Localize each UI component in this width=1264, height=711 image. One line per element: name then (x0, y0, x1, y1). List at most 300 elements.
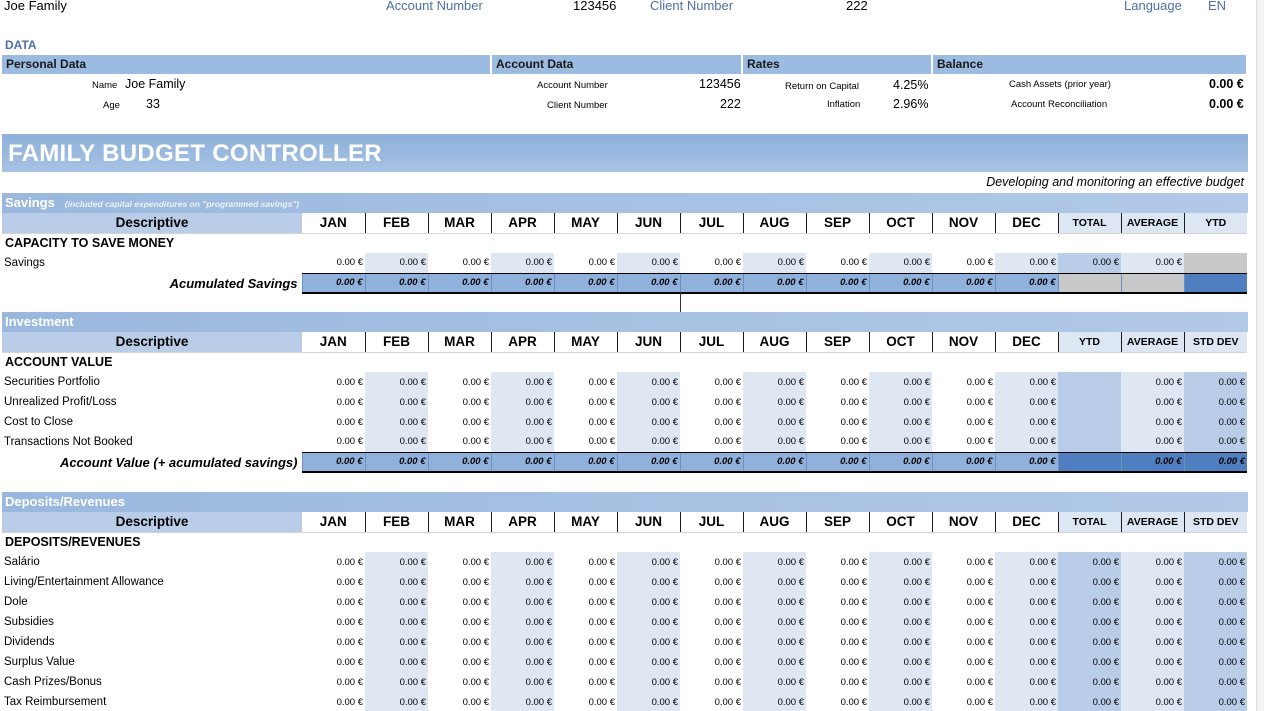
column-divider (680, 292, 681, 312)
month-header-aug: AUG (743, 512, 806, 532)
cell-oct[interactable]: 0.00 € (869, 253, 932, 273)
cell-may[interactable]: 0.00 € (588, 656, 615, 668)
total-std-dev: 0.00 € (1184, 452, 1247, 472)
month-header-jul: JUL (680, 213, 743, 233)
total-apr: 0.00 € (491, 452, 554, 472)
cell-aug[interactable]: 0.00 € (743, 253, 806, 273)
cell-total: 0.00 € (1058, 652, 1121, 672)
account-reconciliation-value: 0.00 € (1209, 97, 1244, 111)
total-mar: 0.00 € (428, 452, 491, 472)
cell-std-dev: 0.00 € (1184, 632, 1247, 652)
cell-oct[interactable]: 0.00 € (869, 392, 932, 412)
cell-feb[interactable]: 0.00 € (365, 572, 428, 592)
month-header-dec: DEC (995, 332, 1058, 352)
cell-oct[interactable]: 0.00 € (869, 672, 932, 692)
total-aug: 0.00 € (743, 452, 806, 472)
cell-apr[interactable]: 0.00 € (491, 392, 554, 412)
cell-jul[interactable]: 0.00 € (714, 616, 741, 628)
cell-may[interactable]: 0.00 € (588, 416, 615, 428)
cell-sep[interactable]: 0.00 € (840, 396, 867, 408)
cell-mar[interactable]: 0.00 € (462, 556, 489, 568)
cell-may[interactable]: 0.00 € (588, 676, 615, 688)
client-number-field-label: Client Number (547, 100, 608, 111)
cell-jul[interactable]: 0.00 € (714, 556, 741, 568)
cell-average: 0.00 € (1121, 672, 1184, 692)
cell-may[interactable]: 0.00 € (588, 636, 615, 648)
cell-average: 0.00 € (1121, 652, 1184, 672)
cell-jan[interactable]: 0.00 € (336, 596, 363, 608)
cell-feb[interactable]: 0.00 € (365, 612, 428, 632)
cell-nov[interactable]: 0.00 € (966, 696, 993, 708)
cell-sep[interactable]: 0.00 € (840, 376, 867, 388)
category-row (2, 352, 1247, 372)
cell-sep[interactable]: 0.00 € (840, 257, 867, 269)
cell-jan[interactable]: 0.00 € (336, 656, 363, 668)
total-may: 0.00 € (554, 273, 617, 293)
cell-feb[interactable]: 0.00 € (365, 652, 428, 672)
cell-may[interactable]: 0.00 € (588, 596, 615, 608)
total-sep: 0.00 € (806, 452, 869, 472)
cell-apr[interactable]: 0.00 € (491, 592, 554, 612)
savings-section-title: Savings (5, 195, 55, 210)
total-jul: 0.00 € (680, 452, 743, 472)
header-ytd: YTD (1184, 213, 1247, 233)
name-value[interactable]: Joe Family (125, 77, 186, 91)
header-total: TOTAL (1058, 512, 1121, 532)
month-header-may: MAY (554, 332, 617, 352)
table-row (2, 572, 1247, 592)
cell-jun[interactable]: 0.00 € (617, 392, 680, 412)
column-header-row (2, 512, 1247, 532)
cell-apr[interactable]: 0.00 € (491, 432, 554, 452)
total-apr: 0.00 € (491, 273, 554, 293)
cell-dec[interactable]: 0.00 € (995, 692, 1058, 711)
cell-feb[interactable]: 0.00 € (365, 692, 428, 711)
cell-std-dev: 0.00 € (1184, 572, 1247, 592)
cell-nov[interactable]: 0.00 € (966, 436, 993, 448)
cell-mar[interactable]: 0.00 € (462, 636, 489, 648)
month-header-aug: AUG (743, 332, 806, 352)
total-jun: 0.00 € (617, 273, 680, 293)
language-selector[interactable]: EN (1208, 0, 1227, 13)
cell-sep[interactable]: 0.00 € (840, 696, 867, 708)
cell-may[interactable]: 0.00 € (588, 396, 615, 408)
cell-jun[interactable]: 0.00 € (617, 372, 680, 392)
age-value[interactable]: 33 (146, 97, 160, 111)
cell-jan[interactable]: 0.00 € (336, 556, 363, 568)
cell-sep[interactable]: 0.00 € (840, 436, 867, 448)
top-bar (0, 0, 1264, 14)
total-nov: 0.00 € (932, 273, 995, 293)
month-header-jun: JUN (617, 213, 680, 233)
cell-apr[interactable]: 0.00 € (491, 552, 554, 572)
cell-jan[interactable]: 0.00 € (336, 257, 363, 269)
cell-jul[interactable]: 0.00 € (714, 257, 741, 269)
table-row (2, 372, 1247, 392)
cell-nov[interactable]: 0.00 € (966, 656, 993, 668)
month-header-mar: MAR (428, 213, 491, 233)
cell-apr[interactable]: 0.00 € (491, 612, 554, 632)
total-mar: 0.00 € (428, 273, 491, 293)
cell-sep[interactable]: 0.00 € (840, 656, 867, 668)
cell-total: 0.00 € (1058, 253, 1121, 273)
header-average: AVERAGE (1121, 213, 1184, 233)
cell-std-dev: 0.00 € (1184, 372, 1247, 392)
category-label: ACCOUNT VALUE (5, 355, 113, 370)
cell-apr[interactable]: 0.00 € (491, 632, 554, 652)
table-row (2, 253, 1247, 273)
cell-jun[interactable]: 0.00 € (617, 432, 680, 452)
month-header-may: MAY (554, 512, 617, 532)
cell-dec[interactable]: 0.00 € (995, 372, 1058, 392)
deposits-section-title: Deposits/Revenues (5, 494, 125, 509)
account-data-header: Account Data (492, 55, 741, 74)
cell-jan[interactable]: 0.00 € (336, 396, 363, 408)
month-header-jul: JUL (680, 512, 743, 532)
cell-oct[interactable]: 0.00 € (869, 612, 932, 632)
cell-dec[interactable]: 0.00 € (995, 412, 1058, 432)
cell-dec[interactable]: 0.00 € (995, 392, 1058, 412)
cell-jul[interactable]: 0.00 € (714, 596, 741, 608)
cell-oct[interactable]: 0.00 € (869, 412, 932, 432)
table-row (2, 592, 1247, 612)
month-header-nov: NOV (932, 213, 995, 233)
cell-apr[interactable]: 0.00 € (491, 692, 554, 711)
cell-sep[interactable]: 0.00 € (840, 576, 867, 588)
cell-aug[interactable]: 0.00 € (743, 652, 806, 672)
cell-average: 0.00 € (1121, 253, 1184, 273)
cell-mar[interactable]: 0.00 € (462, 416, 489, 428)
cell-feb[interactable]: 0.00 € (365, 253, 428, 273)
month-header-apr: APR (491, 213, 554, 233)
table-row (2, 632, 1247, 652)
cell-jul[interactable]: 0.00 € (714, 676, 741, 688)
cell-dec[interactable]: 0.00 € (995, 592, 1058, 612)
total-average: 0.00 € (1121, 452, 1184, 472)
cell-mar[interactable]: 0.00 € (462, 676, 489, 688)
cell-aug[interactable]: 0.00 € (743, 372, 806, 392)
row-label: Cost to Close (4, 416, 74, 428)
cell-jan[interactable]: 0.00 € (336, 576, 363, 588)
cell-std-dev: 0.00 € (1184, 552, 1247, 572)
cell-mar[interactable]: 0.00 € (462, 436, 489, 448)
cell-oct[interactable]: 0.00 € (869, 592, 932, 612)
age-label: Age (103, 100, 120, 111)
cell-jun[interactable]: 0.00 € (617, 692, 680, 711)
cell-average: 0.00 € (1121, 392, 1184, 412)
cell-sep[interactable]: 0.00 € (840, 676, 867, 688)
cell-nov[interactable]: 0.00 € (966, 416, 993, 428)
total-dec: 0.00 € (995, 273, 1058, 293)
cell-average: 0.00 € (1121, 572, 1184, 592)
cell-jan[interactable]: 0.00 € (336, 676, 363, 688)
month-header-dec: DEC (995, 512, 1058, 532)
cell-jul[interactable]: 0.00 € (714, 376, 741, 388)
cell-oct[interactable]: 0.00 € (869, 692, 932, 711)
cell-average: 0.00 € (1121, 592, 1184, 612)
return-on-capital-value[interactable]: 4.25% (893, 78, 929, 92)
cell-jun[interactable]: 0.00 € (617, 652, 680, 672)
cell-average: 0.00 € (1121, 632, 1184, 652)
month-header-mar: MAR (428, 512, 491, 532)
cell-jun[interactable]: 0.00 € (617, 612, 680, 632)
table-row (2, 392, 1247, 412)
table-row (2, 432, 1247, 452)
cell-oct[interactable]: 0.00 € (869, 632, 932, 652)
cell-oct[interactable]: 0.00 € (869, 552, 932, 572)
cell-nov[interactable]: 0.00 € (966, 676, 993, 688)
header-std-dev: STD DEV (1184, 332, 1247, 352)
inflation-label: Inflation (827, 99, 861, 110)
cell-nov[interactable]: 0.00 € (966, 396, 993, 408)
client-number-field-value[interactable]: 222 (720, 97, 741, 111)
cell-ytd (1184, 253, 1247, 273)
rates-header: Rates (743, 55, 931, 74)
month-header-jul: JUL (680, 332, 743, 352)
deposits-section-band (2, 492, 1248, 512)
cell-average: 0.00 € (1121, 432, 1184, 452)
row-label: Subsidies (4, 616, 54, 628)
cell-std-dev: 0.00 € (1184, 432, 1247, 452)
inflation-value[interactable]: 2.96% (893, 97, 929, 111)
cell-may[interactable]: 0.00 € (588, 696, 615, 708)
cell-apr[interactable]: 0.00 € (491, 253, 554, 273)
cell-may[interactable]: 0.00 € (588, 576, 615, 588)
cell-oct[interactable]: 0.00 € (869, 572, 932, 592)
cell-jul[interactable]: 0.00 € (714, 656, 741, 668)
cell-jul[interactable]: 0.00 € (714, 696, 741, 708)
cell-jan[interactable]: 0.00 € (336, 636, 363, 648)
cell-jan[interactable]: 0.00 € (336, 416, 363, 428)
cell-sep[interactable]: 0.00 € (840, 616, 867, 628)
cell-aug[interactable]: 0.00 € (743, 572, 806, 592)
cell-total: 0.00 € (1058, 572, 1121, 592)
cell-may[interactable]: 0.00 € (588, 616, 615, 628)
month-header-jan: JAN (302, 512, 365, 532)
month-header-jan: JAN (302, 332, 365, 352)
total-aug: 0.00 € (743, 273, 806, 293)
cell-aug[interactable]: 0.00 € (743, 632, 806, 652)
cell-jun[interactable]: 0.00 € (617, 592, 680, 612)
total-jul: 0.00 € (680, 273, 743, 293)
cell-aug[interactable]: 0.00 € (743, 392, 806, 412)
month-header-jun: JUN (617, 512, 680, 532)
cell-jun[interactable]: 0.00 € (617, 253, 680, 273)
cell-std-dev: 0.00 € (1184, 672, 1247, 692)
page-title: FAMILY BUDGET CONTROLLER (8, 140, 382, 167)
cell-dec[interactable]: 0.00 € (995, 432, 1058, 452)
cell-aug[interactable]: 0.00 € (743, 412, 806, 432)
cell-jul[interactable]: 0.00 € (714, 416, 741, 428)
cell-aug[interactable]: 0.00 € (743, 552, 806, 572)
cell-mar[interactable]: 0.00 € (462, 376, 489, 388)
month-header-may: MAY (554, 213, 617, 233)
cell-oct[interactable]: 0.00 € (869, 652, 932, 672)
cell-total: 0.00 € (1058, 692, 1121, 711)
account-number-value[interactable]: 123456 (573, 0, 617, 13)
cell-jun[interactable]: 0.00 € (617, 672, 680, 692)
cell-jun[interactable]: 0.00 € (617, 572, 680, 592)
cell-mar[interactable]: 0.00 € (462, 616, 489, 628)
cell-jul[interactable]: 0.00 € (714, 436, 741, 448)
table-row (2, 612, 1247, 632)
cell-dec[interactable]: 0.00 € (995, 632, 1058, 652)
cell-may[interactable]: 0.00 € (588, 376, 615, 388)
cell-feb[interactable]: 0.00 € (365, 412, 428, 432)
cell-average: 0.00 € (1121, 372, 1184, 392)
cell-aug[interactable]: 0.00 € (743, 672, 806, 692)
cell-average: 0.00 € (1121, 692, 1184, 711)
total-dec: 0.00 € (995, 452, 1058, 472)
savings-section-band (2, 193, 1248, 213)
cell-jan[interactable]: 0.00 € (336, 376, 363, 388)
cell-std-dev: 0.00 € (1184, 412, 1247, 432)
month-header-feb: FEB (365, 332, 428, 352)
header-std-dev: STD DEV (1184, 512, 1247, 532)
descriptive-header: Descriptive (2, 512, 302, 532)
month-header-nov: NOV (932, 512, 995, 532)
total-label: Account Value (+ acumulated savings) (59, 454, 298, 470)
cell-jan[interactable]: 0.00 € (336, 696, 363, 708)
cell-apr[interactable]: 0.00 € (491, 412, 554, 432)
balance-header: Balance (933, 55, 1246, 74)
cell-sep[interactable]: 0.00 € (840, 416, 867, 428)
cell-total: 0.00 € (1058, 592, 1121, 612)
cell-jul[interactable]: 0.00 € (714, 576, 741, 588)
row-label: Savings (4, 257, 45, 269)
client-number-label: Client Number (650, 0, 734, 13)
cell-jun[interactable]: 0.00 € (617, 552, 680, 572)
account-number-field-value[interactable]: 123456 (699, 77, 741, 91)
account-reconciliation-label: Account Reconciliation (1011, 99, 1108, 110)
investment-table (2, 332, 1247, 473)
cell-nov[interactable]: 0.00 € (966, 257, 993, 269)
cell-sep[interactable]: 0.00 € (840, 636, 867, 648)
cell-mar[interactable]: 0.00 € (462, 696, 489, 708)
total-jan: 0.00 € (302, 452, 365, 472)
cell-dec[interactable]: 0.00 € (995, 572, 1058, 592)
month-header-sep: SEP (806, 332, 869, 352)
column-header-row (2, 332, 1247, 352)
client-number-value[interactable]: 222 (846, 0, 868, 13)
account-number-field-label: Account Number (537, 80, 608, 91)
cell-nov[interactable]: 0.00 € (966, 376, 993, 388)
cell-jun[interactable]: 0.00 € (617, 632, 680, 652)
cell-may[interactable]: 0.00 € (588, 556, 615, 568)
cell-dec[interactable]: 0.00 € (995, 612, 1058, 632)
cell-oct[interactable]: 0.00 € (869, 432, 932, 452)
cell-nov[interactable]: 0.00 € (966, 616, 993, 628)
cell-nov[interactable]: 0.00 € (966, 596, 993, 608)
cell-aug[interactable]: 0.00 € (743, 592, 806, 612)
cell-aug[interactable]: 0.00 € (743, 432, 806, 452)
total-row (2, 273, 1247, 293)
cell-apr[interactable]: 0.00 € (491, 672, 554, 692)
cell-mar[interactable]: 0.00 € (462, 257, 489, 269)
month-header-dec: DEC (995, 213, 1058, 233)
month-header-sep: SEP (806, 512, 869, 532)
total-ytd (1058, 452, 1121, 472)
cell-feb[interactable]: 0.00 € (365, 552, 428, 572)
return-on-capital-label: Return on Capital (785, 81, 859, 92)
cell-sep[interactable]: 0.00 € (840, 596, 867, 608)
total-feb: 0.00 € (365, 273, 428, 293)
descriptive-header: Descriptive (2, 213, 302, 233)
cell-jul[interactable]: 0.00 € (714, 636, 741, 648)
cell-mar[interactable]: 0.00 € (462, 396, 489, 408)
cell-jan[interactable]: 0.00 € (336, 436, 363, 448)
cell-aug[interactable]: 0.00 € (743, 612, 806, 632)
category-row (2, 532, 1247, 552)
cell-std-dev: 0.00 € (1184, 652, 1247, 672)
cell-sep[interactable]: 0.00 € (840, 556, 867, 568)
cell-dec[interactable]: 0.00 € (995, 253, 1058, 273)
cell-nov[interactable]: 0.00 € (966, 636, 993, 648)
cell-jul[interactable]: 0.00 € (714, 396, 741, 408)
total-label: Acumulated Savings (169, 275, 298, 291)
month-header-aug: AUG (743, 213, 806, 233)
cell-ytd (1058, 372, 1121, 392)
cell-dec[interactable]: 0.00 € (995, 652, 1058, 672)
deposits-table (2, 512, 1247, 711)
cell-std-dev: 0.00 € (1184, 392, 1247, 412)
cell-jan[interactable]: 0.00 € (336, 616, 363, 628)
row-label: Dole (4, 596, 28, 608)
month-header-apr: APR (491, 332, 554, 352)
name-label: Name (92, 80, 118, 91)
cell-may[interactable]: 0.00 € (588, 257, 615, 269)
cell-total: 0.00 € (1058, 612, 1121, 632)
cell-mar[interactable]: 0.00 € (462, 656, 489, 668)
category-label: CAPACITY TO SAVE MONEY (5, 236, 175, 251)
month-header-jan: JAN (302, 213, 365, 233)
cell-oct[interactable]: 0.00 € (869, 372, 932, 392)
cell-mar[interactable]: 0.00 € (462, 576, 489, 588)
cell-apr[interactable]: 0.00 € (491, 372, 554, 392)
row-label: Salário (4, 556, 40, 568)
vertical-scrollbar[interactable] (1256, 0, 1264, 711)
total-jun: 0.00 € (617, 452, 680, 472)
total-average (1121, 273, 1184, 293)
row-label: Dividends (4, 636, 55, 648)
cell-nov[interactable]: 0.00 € (966, 556, 993, 568)
month-header-mar: MAR (428, 332, 491, 352)
cell-dec[interactable]: 0.00 € (995, 672, 1058, 692)
total-ytd (1184, 273, 1247, 293)
month-header-oct: OCT (869, 213, 932, 233)
total-nov: 0.00 € (932, 452, 995, 472)
cell-feb[interactable]: 0.00 € (365, 632, 428, 652)
cell-apr[interactable]: 0.00 € (491, 652, 554, 672)
cell-aug[interactable]: 0.00 € (743, 692, 806, 711)
cell-feb[interactable]: 0.00 € (365, 432, 428, 452)
cell-std-dev: 0.00 € (1184, 692, 1247, 711)
total-oct: 0.00 € (869, 273, 932, 293)
total-jan: 0.00 € (302, 273, 365, 293)
cell-feb[interactable]: 0.00 € (365, 592, 428, 612)
cell-jun[interactable]: 0.00 € (617, 412, 680, 432)
cell-feb[interactable]: 0.00 € (365, 392, 428, 412)
header-total: TOTAL (1058, 213, 1121, 233)
cell-feb[interactable]: 0.00 € (365, 372, 428, 392)
investment-section-title: Investment (5, 314, 74, 329)
cell-may[interactable]: 0.00 € (588, 436, 615, 448)
cell-dec[interactable]: 0.00 € (995, 552, 1058, 572)
cell-nov[interactable]: 0.00 € (966, 576, 993, 588)
cell-mar[interactable]: 0.00 € (462, 596, 489, 608)
cell-apr[interactable]: 0.00 € (491, 572, 554, 592)
cell-feb[interactable]: 0.00 € (365, 672, 428, 692)
